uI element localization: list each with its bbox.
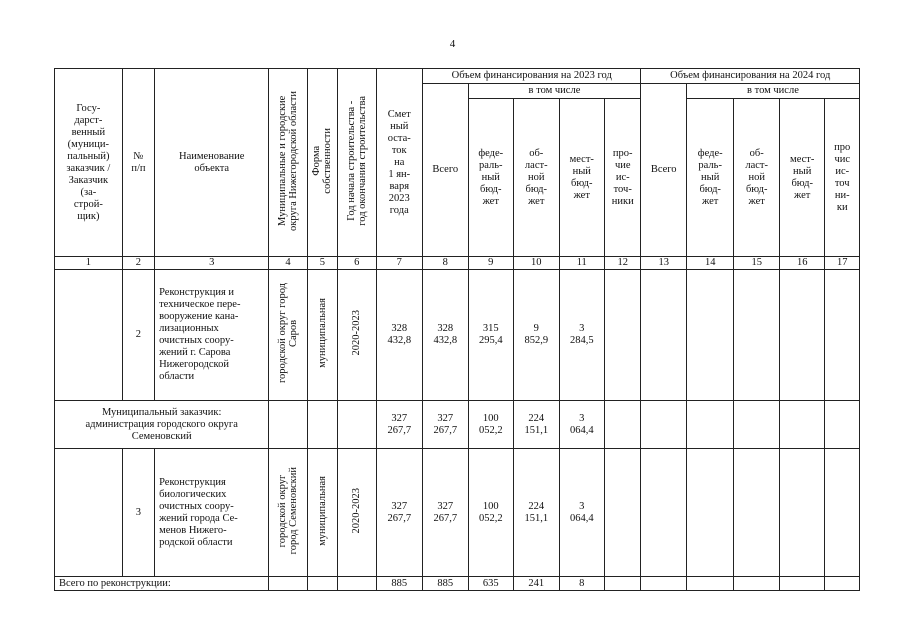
header-incl-2024: в том числе [686,84,859,99]
estimate-value: 327 267,7 [376,449,423,577]
empty-cell [641,449,687,577]
empty-cell [307,401,337,449]
empty-cell [779,401,825,449]
empty-cell [605,449,641,577]
table-row-total [55,577,860,591]
object-name: Реконструкция биологических очистных соору- жений города Се- менов Нижего- родской области [155,449,269,577]
total-value: 327 267,7 [423,401,469,449]
header-fed-2023: феде- раль- ный бюд- жет [468,99,514,257]
municipality: городской округ город Саров [277,282,300,384]
empty-cell [605,270,641,401]
regional-value: 224 151,1 [514,401,560,449]
empty-cell [605,577,641,591]
header-row-1 [55,69,860,84]
col-number: 7 [376,257,423,270]
header-ownership-cell [307,69,337,257]
empty-cell [734,577,780,591]
empty-cell [605,401,641,449]
header-loc-2023: мест- ный бюд- жет [559,99,605,257]
header-reg-2024: об- ласт- ной бюд- жет [734,99,780,257]
col-number: 1 [55,257,123,270]
ownership: муниципальная [316,298,328,368]
empty-cell [825,449,860,577]
row-num: 3 [122,449,154,577]
years-cell [338,270,376,401]
estimate-value: 327 267,7 [376,401,423,449]
local-value: 3 064,4 [559,449,605,577]
header-years-cell [338,69,376,257]
object-name: Реконструкция и техническое пере- вооружение кана- лизационных очистных соору- жений г. Сарова Нижегородской области [155,270,269,401]
empty-cell [779,449,825,577]
header-estimate: Смет ный оста- ток на 1 ян- варя 2023 года [376,69,423,257]
header-fed-2024: феде- раль- ный бюд- жет [686,99,734,257]
header-years: Год начала строительства - год окончания строительства [345,95,368,226]
empty-cell [779,270,825,401]
customer-label: Муниципальный заказчик: администрация городского округа Семеновский [55,401,269,449]
header-municipal: Муниципальные и городские округа Нижегородской области [277,90,300,231]
col-number: 12 [605,257,641,270]
col-number: 3 [155,257,269,270]
col-number: 11 [559,257,605,270]
federal-value: 100 052,2 [468,401,514,449]
regional-value: 224 151,1 [514,449,560,577]
total-value: 328 432,8 [423,270,469,401]
financing-table [54,68,860,591]
regional-value: 241 [514,577,560,591]
empty-cell [825,270,860,401]
empty-cell [641,577,687,591]
empty-cell [779,577,825,591]
empty-cell [269,401,307,449]
page-number: 4 [449,38,456,50]
years: 2020-2023 [351,310,363,356]
col-number: 16 [779,257,825,270]
federal-value: 315 295,4 [468,270,514,401]
header-num: № п/п [122,69,154,257]
empty-cell [825,577,860,591]
total-label: Всего по реконструкции: [55,577,269,591]
empty-cell [641,401,687,449]
row-num: 2 [122,270,154,401]
empty-cell [641,270,687,401]
empty-cell [338,401,376,449]
empty-cell [686,270,734,401]
estimate-value: 885 [376,577,423,591]
column-numbers-row [55,257,860,270]
col-number: 8 [423,257,469,270]
estimate-value: 328 432,8 [376,270,423,401]
col-number: 2 [122,257,154,270]
empty-cell [825,401,860,449]
local-value: 3 064,4 [559,401,605,449]
empty-cell [55,270,123,401]
federal-value: 100 052,2 [468,449,514,577]
years: 2020-2023 [351,487,363,534]
empty-cell [307,577,337,591]
col-number: 15 [734,257,780,270]
col-number: 13 [641,257,687,270]
empty-cell [734,270,780,401]
header-customer: Госу- дарст- венный (муници- пальный) заказчик / Заказчик (за- строй- щик) [55,69,123,257]
header-fin-2023: Объем финансирования на 2023 год [423,69,641,84]
empty-cell [269,577,307,591]
header-oth-2024: про чис ис- точ ни- ки [825,99,860,257]
col-number: 4 [269,257,307,270]
col-number: 17 [825,257,860,270]
regional-value: 9 852,9 [514,270,560,401]
municipality-cell [269,449,307,577]
header-fin-2024: Объем финансирования на 2024 год [641,69,860,84]
header-incl-2023: в том числе [468,84,641,99]
ownership-cell [307,449,337,577]
table-row-semenov [55,449,860,577]
header-oth-2023: про- чие ис- точ- ники [605,99,641,257]
table-row-sarov [55,270,860,401]
local-value: 8 [559,577,605,591]
header-loc-2024: мест- ный бюд- жет [779,99,825,257]
ownership: муниципальная [316,475,328,546]
empty-cell [686,449,734,577]
empty-cell [686,577,734,591]
municipality-cell [269,270,307,401]
empty-cell [734,449,780,577]
header-municipal-cell [269,69,307,257]
municipality: городской округ город Семеновский [277,466,300,555]
col-number: 6 [338,257,376,270]
federal-value: 635 [468,577,514,591]
col-number: 10 [514,257,560,270]
header-reg-2023: об- ласт- ной бюд- жет [514,99,560,257]
empty-cell [338,577,376,591]
empty-cell [686,401,734,449]
total-value: 885 [423,577,469,591]
years-cell [338,449,376,577]
header-object-name: Наименование объекта [155,69,269,257]
col-number: 5 [307,257,337,270]
empty-cell [734,401,780,449]
header-total-2023: Всего [423,84,469,257]
col-number: 9 [468,257,514,270]
ownership-cell [307,270,337,401]
empty-cell [55,449,123,577]
local-value: 3 284,5 [559,270,605,401]
col-number: 14 [686,257,734,270]
total-value: 327 267,7 [423,449,469,577]
header-ownership: Форма собственности [311,127,334,194]
header-total-2024: Всего [641,84,687,257]
table-row-customer [55,401,860,449]
